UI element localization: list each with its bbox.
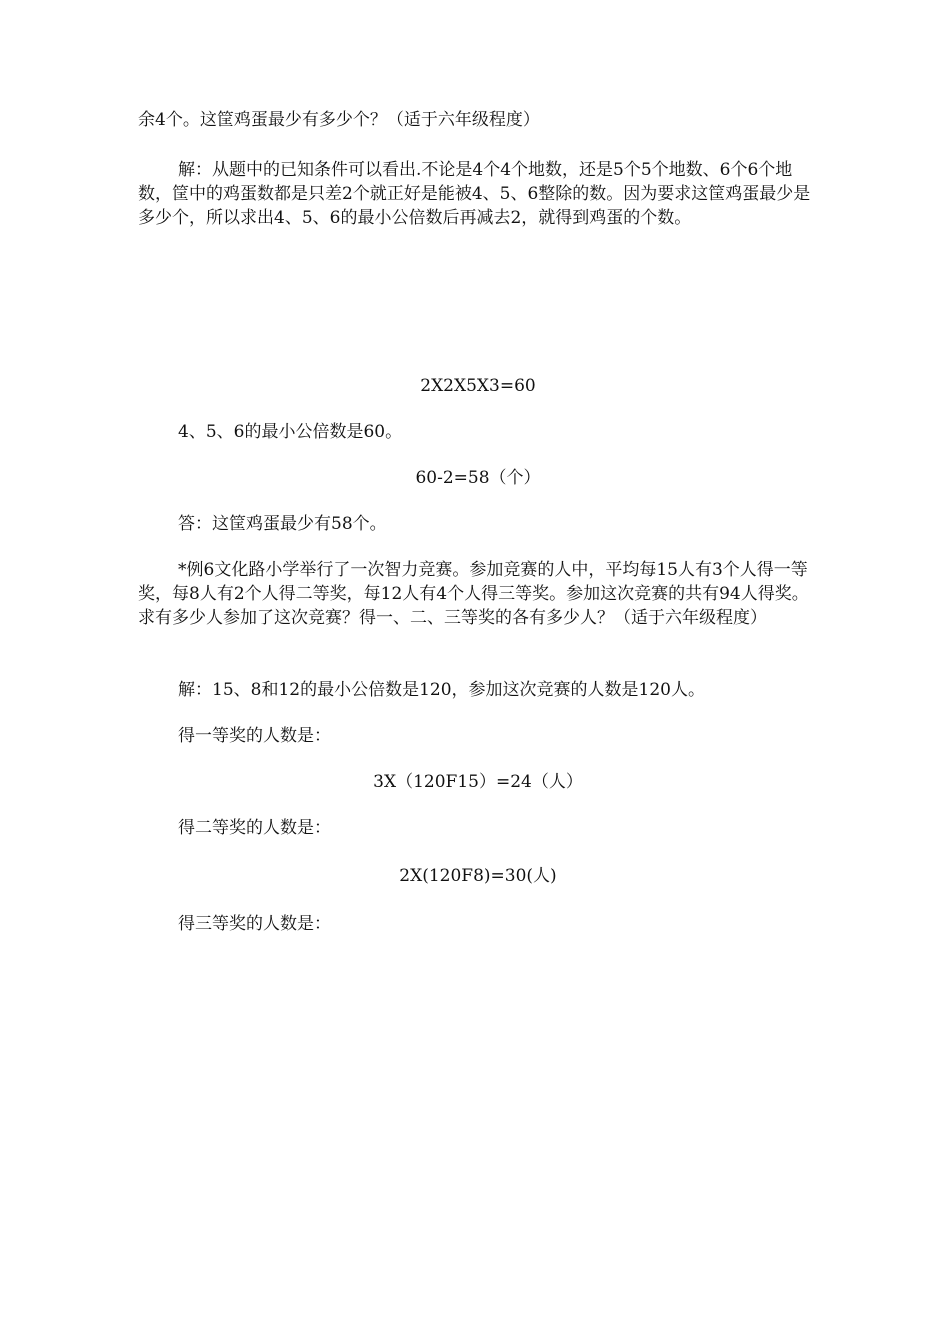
paragraph-first-prize-label: 得一等奖的人数是： xyxy=(178,726,331,746)
equation-subtract: 60-2=58（个） xyxy=(415,468,541,488)
paragraph-answer: 答：这筐鸡蛋最少有58个。 xyxy=(178,514,387,534)
equation-second-prize: 2X(120F8)=30(人) xyxy=(399,866,557,886)
equation-first-prize: 3X（120F15）=24（人） xyxy=(373,772,583,792)
paragraph-solution-lcm: 解：15、8和12的最小公倍数是120，参加这次竞赛的人数是120人。 xyxy=(178,680,705,700)
paragraph-example-6: *例6文化路小学举行了一次智力竞赛。参加竞赛的人中，平均每15人有3个人得一等奖，每8人有2个人得二等奖，每12人有4个人得三等奖。参加这次竞赛的共有94人得奖。求有多少人参加了这次竞赛？得一、二、三等奖的各有多少人？（适于六年级程度） xyxy=(138,560,809,628)
paragraph-solution-explanation: 解：从题中的已知条件可以看出.不论是4个4个地数，还是5个5个地数、6个6个地数，筐中的鸡蛋数都是只差2个就正好是能被4、5、6整除的数。因为要求这筐鸡蛋最少是多少个，所以求出4、5、6的最小公倍数后再减去2，就得到鸡蛋的个数。 xyxy=(138,160,811,228)
paragraph-third-prize-label: 得三等奖的人数是： xyxy=(178,914,331,934)
paragraph-second-prize-label: 得二等奖的人数是： xyxy=(178,818,331,838)
paragraph-lcm-result: 4、5、6的最小公倍数是60。 xyxy=(178,422,403,442)
equation-lcm-product: 2X2X5X3=60 xyxy=(420,376,536,396)
paragraph-question-end: 余4个。这筐鸡蛋最少有多少个？（适于六年级程度） xyxy=(138,110,540,130)
